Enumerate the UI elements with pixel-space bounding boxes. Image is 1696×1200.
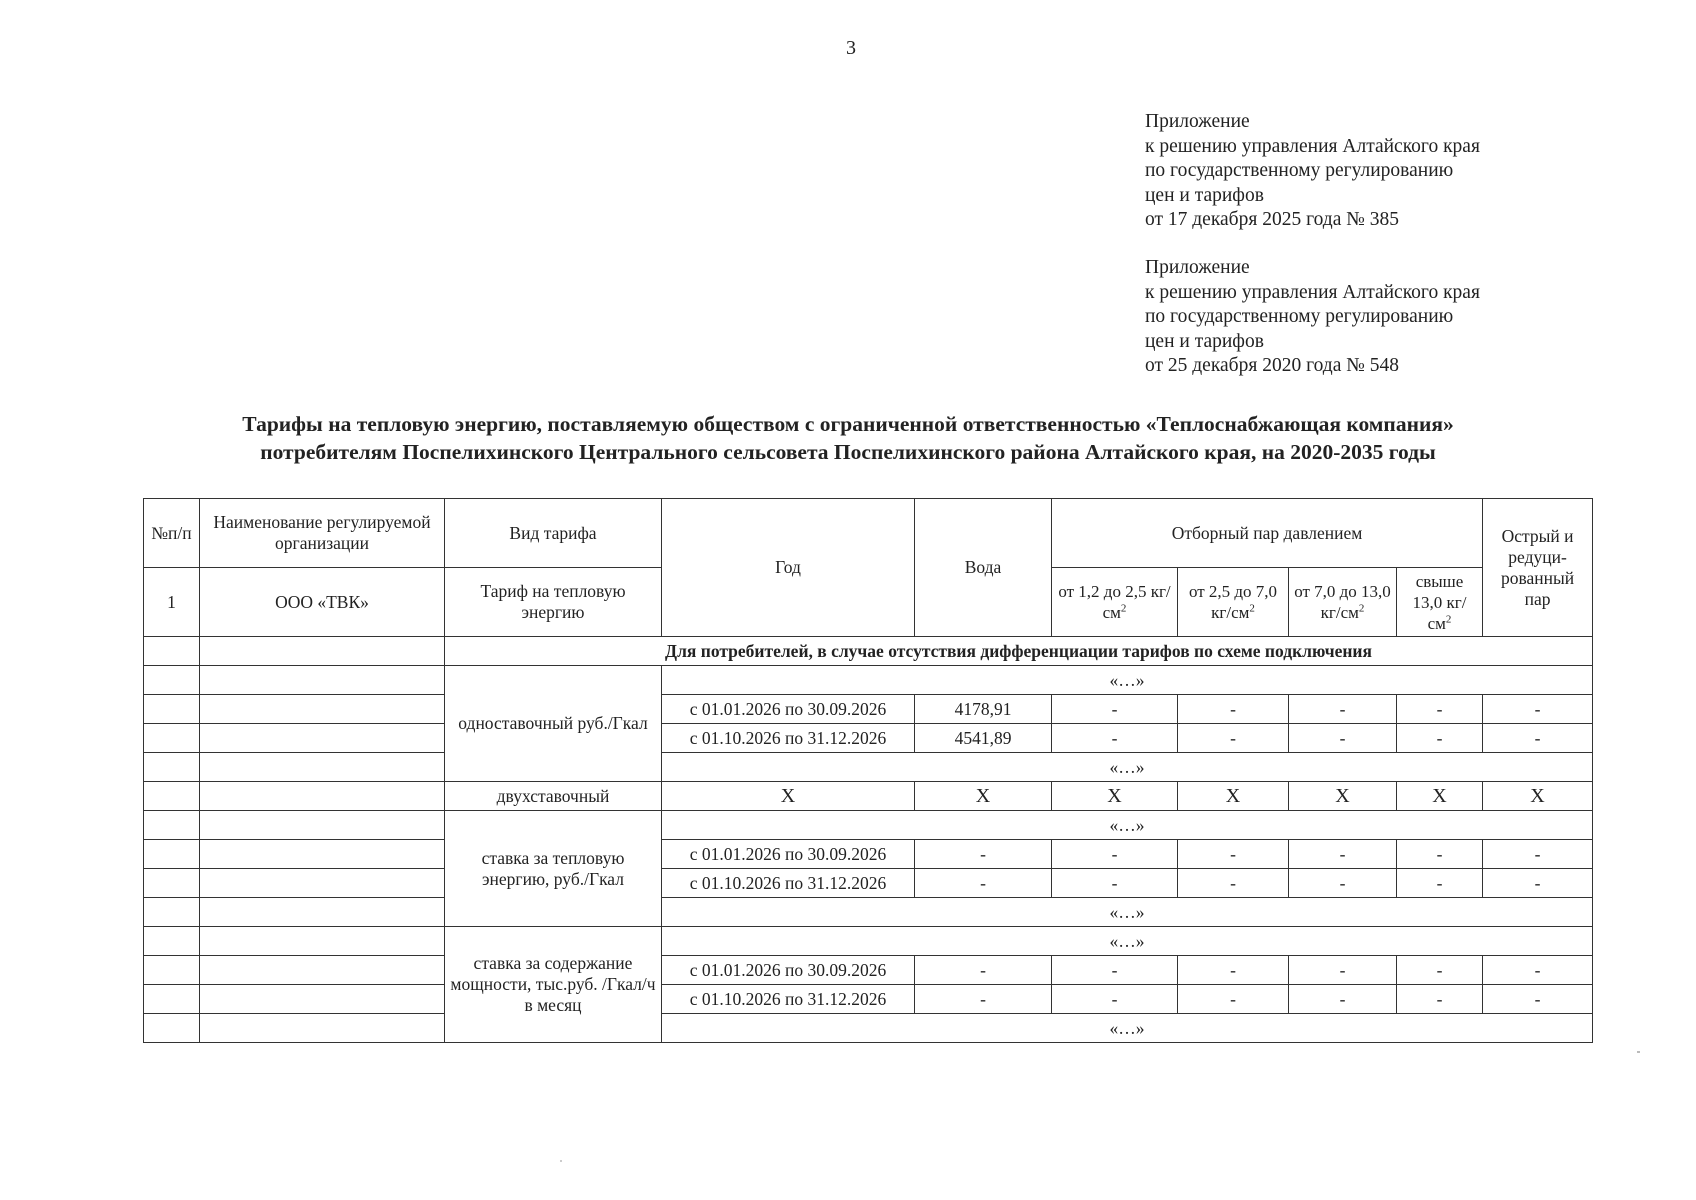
dash-cell: - — [1052, 956, 1178, 985]
table-row — [144, 753, 1593, 782]
table-row — [144, 898, 1593, 927]
dash-cell: - — [915, 956, 1052, 985]
empty-cell — [144, 666, 200, 695]
ellipsis-cell: «…» — [662, 753, 1593, 782]
empty-cell — [144, 753, 200, 782]
period-cell: с 01.01.2026 по 30.09.2026 — [662, 956, 915, 985]
period-cell: с 01.10.2026 по 31.12.2026 — [662, 724, 915, 753]
title-line: потребителям Поспелихинского Центрального сельсовета Поспелихинского района Алтайского края, на 2020-2035 годы — [260, 440, 1436, 464]
empty-cell — [200, 898, 445, 927]
document-title — [0, 410, 1696, 466]
header-org: Наименование регулируемой организации — [200, 499, 445, 568]
empty-cell — [200, 724, 445, 753]
empty-cell — [144, 898, 200, 927]
header-pressure-2 — [1178, 568, 1289, 637]
table-row — [144, 666, 1593, 695]
period-cell: с 01.01.2026 по 30.09.2026 — [662, 695, 915, 724]
dash-cell: - — [1052, 724, 1178, 753]
dash-cell: - — [1483, 956, 1593, 985]
empty-cell — [200, 927, 445, 956]
header-year: Год — [662, 499, 915, 637]
table-row — [144, 1014, 1593, 1043]
water-value: 4178,91 — [915, 695, 1052, 724]
empty-cell — [200, 985, 445, 1014]
appendix-line: Приложение — [1145, 111, 1250, 132]
appendix-line: от 17 декабря 2025 года № 385 — [1145, 209, 1399, 230]
x-cell: X — [915, 782, 1052, 811]
table-row — [144, 695, 1593, 724]
ellipsis-cell: «…» — [662, 898, 1593, 927]
superscript-2: 2 — [1249, 602, 1255, 615]
dash-cell: - — [1178, 985, 1289, 1014]
water-value: 4541,89 — [915, 724, 1052, 753]
empty-cell — [200, 869, 445, 898]
empty-cell — [200, 782, 445, 811]
dash-cell: - — [1397, 695, 1483, 724]
empty-cell — [144, 927, 200, 956]
dash-cell: - — [1397, 840, 1483, 869]
dash-cell: - — [915, 985, 1052, 1014]
dash-cell: - — [1397, 956, 1483, 985]
empty-cell — [144, 695, 200, 724]
title-line: Тарифы на тепловую энергию, поставляемую обществом с ограниченной ответственностью «Теплоснабжающая компания» — [242, 412, 1454, 436]
appendix-line: по государственному регулированию — [1145, 160, 1454, 181]
group-label-heat-rate: ставка за тепловую энергию, руб./Гкал — [445, 811, 662, 927]
ellipsis-cell: «…» — [662, 1014, 1593, 1043]
table-row — [144, 869, 1593, 898]
dash-cell: - — [1289, 695, 1397, 724]
dash-cell: - — [1289, 724, 1397, 753]
org-name: ООО «ТВК» — [200, 568, 445, 637]
period-cell: с 01.10.2026 по 31.12.2026 — [662, 869, 915, 898]
empty-cell — [200, 840, 445, 869]
appendix-line: Приложение — [1145, 257, 1250, 278]
ellipsis-cell: «…» — [662, 666, 1593, 695]
header-num: №п/п — [144, 499, 200, 568]
dash-cell: - — [915, 840, 1052, 869]
dash-cell: - — [1178, 956, 1289, 985]
x-cell: X — [1052, 782, 1178, 811]
header-sharp-steam: Острый и редуци-рованный пар — [1483, 499, 1593, 637]
section-row — [144, 637, 1593, 666]
x-cell: X — [1178, 782, 1289, 811]
dash-cell: - — [1289, 869, 1397, 898]
dash-cell: - — [1289, 840, 1397, 869]
pressure-label: от 7,0 до 13,0 кг/см — [1294, 582, 1391, 622]
empty-cell — [200, 1014, 445, 1043]
dash-cell: - — [1483, 695, 1593, 724]
dash-cell: - — [1178, 840, 1289, 869]
dash-cell: - — [1397, 724, 1483, 753]
scan-speck — [1637, 1051, 1640, 1053]
empty-cell — [144, 724, 200, 753]
dash-cell: - — [1178, 724, 1289, 753]
empty-cell — [144, 956, 200, 985]
empty-cell — [144, 840, 200, 869]
appendix-line: цен и тарифов — [1145, 184, 1264, 206]
dash-cell: - — [1483, 985, 1593, 1014]
org-num: 1 — [144, 568, 200, 637]
appendix-block-original — [1145, 256, 1480, 379]
empty-cell — [200, 637, 445, 666]
empty-cell — [200, 666, 445, 695]
header-extraction-steam: Отборный пар давлением — [1052, 499, 1483, 568]
empty-cell — [144, 811, 200, 840]
empty-cell — [144, 782, 200, 811]
group-label-capacity-rate: ставка за содержание мощности, тыс.руб. /Гкал/ч в месяц — [445, 927, 662, 1043]
empty-cell — [144, 1014, 200, 1043]
empty-cell — [144, 985, 200, 1014]
dash-cell: - — [1289, 985, 1397, 1014]
dash-cell: - — [1397, 985, 1483, 1014]
dash-cell: - — [1397, 869, 1483, 898]
appendix-line: к решению управления Алтайского края — [1145, 135, 1480, 157]
x-cell: X — [1483, 782, 1593, 811]
period-cell: с 01.01.2026 по 30.09.2026 — [662, 840, 915, 869]
dash-cell: - — [1052, 869, 1178, 898]
header-water: Вода — [915, 499, 1052, 637]
appendix-line: цен и тарифов — [1145, 330, 1264, 352]
group-label-single-rate: одноставочный руб./Гкал — [445, 666, 662, 782]
table-row — [144, 956, 1593, 985]
empty-cell — [200, 956, 445, 985]
group-label-two-rate: двухставочный — [445, 782, 662, 811]
page-number: 3 — [846, 37, 856, 59]
dash-cell: - — [1483, 840, 1593, 869]
header-pressure-4 — [1397, 568, 1483, 637]
pressure-label: свыше 13,0 кг/см — [1412, 571, 1467, 633]
ellipsis-cell: «…» — [662, 811, 1593, 840]
header-tariff-type: Вид тарифа — [445, 499, 662, 568]
dash-cell: - — [1052, 695, 1178, 724]
table-row — [144, 985, 1593, 1014]
pressure-label: от 1,2 до 2,5 кг/см — [1058, 582, 1171, 622]
appendix-line: от 25 декабря 2020 года № 548 — [1145, 355, 1399, 376]
appendix-line: к решению управления Алтайского края — [1145, 281, 1480, 303]
appendix-block-current — [1145, 110, 1480, 233]
empty-cell — [200, 753, 445, 782]
section-heading: Для потребителей, в случае отсутствия дифференциации тарифов по схеме подключения — [445, 637, 1593, 666]
table-row — [144, 840, 1593, 869]
ellipsis-cell: «…» — [662, 927, 1593, 956]
org-tariff: Тариф на тепловую энергию — [445, 568, 662, 637]
dash-cell: - — [1178, 695, 1289, 724]
superscript-2: 2 — [1358, 602, 1365, 615]
empty-cell — [144, 637, 200, 666]
appendix-line: по государственному регулированию — [1145, 306, 1454, 327]
pressure-label: от 2,5 до 7,0 кг/см — [1188, 582, 1278, 622]
superscript-2: 2 — [1445, 612, 1452, 625]
table-row — [144, 927, 1593, 956]
table-row — [144, 782, 1593, 811]
table-row — [144, 811, 1593, 840]
dash-cell: - — [1483, 724, 1593, 753]
tariff-table — [143, 498, 1593, 1043]
empty-cell — [144, 869, 200, 898]
superscript-2: 2 — [1120, 602, 1127, 615]
x-cell: X — [662, 782, 915, 811]
dash-cell: - — [1178, 869, 1289, 898]
header-row — [144, 499, 1593, 568]
dash-cell: - — [1289, 956, 1397, 985]
empty-cell — [200, 695, 445, 724]
table-row — [144, 724, 1593, 753]
dash-cell: - — [1052, 985, 1178, 1014]
x-cell: X — [1397, 782, 1483, 811]
header-pressure-1 — [1052, 568, 1178, 637]
scan-speck — [560, 1160, 562, 1162]
dash-cell: - — [1052, 840, 1178, 869]
period-cell: с 01.10.2026 по 31.12.2026 — [662, 985, 915, 1014]
header-pressure-3 — [1289, 568, 1397, 637]
dash-cell: - — [915, 869, 1052, 898]
x-cell: X — [1289, 782, 1397, 811]
dash-cell: - — [1483, 869, 1593, 898]
empty-cell — [200, 811, 445, 840]
